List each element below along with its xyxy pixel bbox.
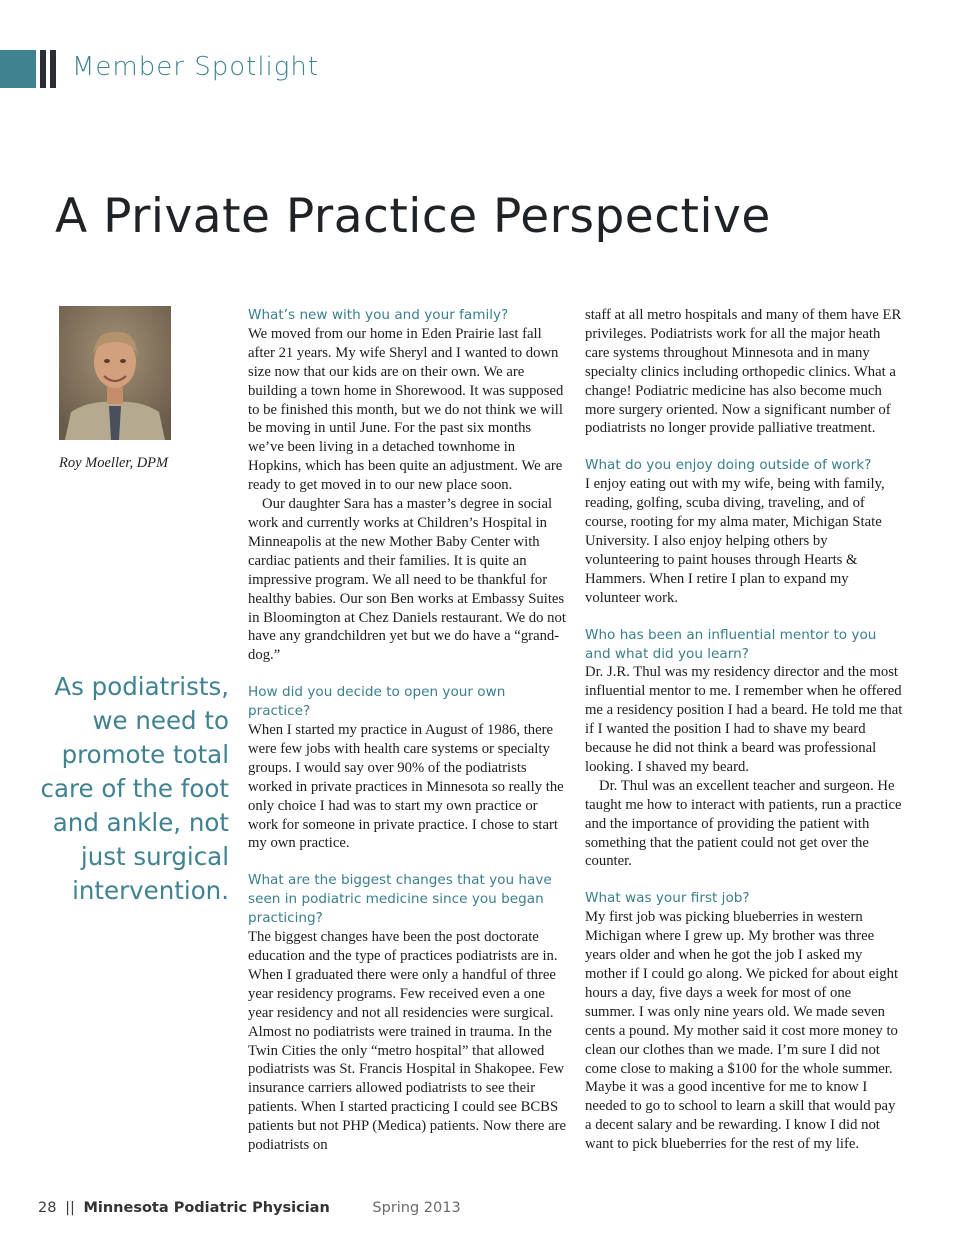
article-title: A Private Practice Perspective xyxy=(55,189,771,245)
question-heading: How did you decide to open your own practice? xyxy=(248,684,506,720)
publication-name: Minnesota Podiatric Physician xyxy=(83,1200,330,1216)
issue-date: Spring 2013 xyxy=(372,1200,461,1216)
answer-paragraph: Dr. Thul was an excellent teacher and surgeon. He taught me how to interact with patients, run a practice and the importance of providing the patient with something that the patient could not get over the counter. xyxy=(585,777,902,870)
page-number: 28 xyxy=(38,1200,57,1216)
author-photo xyxy=(59,306,171,440)
answer-paragraph: My first job was picking blueberries in western Michigan where I grew up. My brother was three years older and when he got the job I asked my mother if I could go along. We picked for about eight hours a day, five days a week for most of one summer. I was only nine years old. We made seven cents a pound. My mother said it cost more money to clean our clothes than we made. I’m sure I did not come close to making a $100 for the whole summer. Maybe it was a good incentive for me to know I needed to go to school to learn a skill that would pay a decent salary and be rewarding. I know I did not want to pick blueberries for the rest of my life. xyxy=(585,909,899,1153)
photo-caption: Roy Moeller, DPM xyxy=(59,455,169,471)
question-heading: Who has been an influential mentor to you and what did you learn? xyxy=(585,626,877,662)
answer-paragraph: Dr. J.R. Thul was my residency director and the most influential mentor to me. I remember when he offered me a residency position I had a beard. He told me that if I wanted the position I had to shave my beard because he did not think a beard was professional looking. I shaved my beard. xyxy=(585,664,903,775)
question-heading: What do you enjoy doing outside of work? xyxy=(585,457,872,474)
answer-paragraph: I enjoy eating out with my wife, being with family, reading, golfing, scuba diving, traveling, and of course, rooting for my alma mater, Michigan State University. I also enjoy helping others by volunteering to paint houses through Hearts & Hammers. When I retire I plan to expand my volunteer work. xyxy=(585,476,885,606)
answer-paragraph: The biggest changes have been the post doctorate education and the type of practices podiatrists are in. When I graduated there were only a handful of three year residency programs. Few received even a one year residency and not all residencies were surgical. Almost no podiatrists were trained in trauma. In the Twin Cities the only “metro hospital” that allowed podiatrists was St. Francis Hospital in Shakopee. Few insurance carriers allowed podiatrists to see their patients. When I started practicing I could see BCBS patients but not PHP (Medica) patients. Now there are podiatrists on xyxy=(248,929,567,1154)
pull-quote: As podiatrists, we need to promote total care of the foot and ankle, not just surgical intervention. xyxy=(40,672,229,905)
answer-paragraph: Our daughter Sara has a master’s degree in social work and currently works at Children’s Hospital in Minneapolis at the new Mother Baby Center with cardiac patients and their families. It is quite an impressive program. We all need to be thankful for healthy babies. Our son Ben works at Embassy Suites in Bloomington at Chez Daniels restaurant. We do not have any grandchildren yet but we do have a “grand-dog.” xyxy=(248,496,566,664)
page-footer xyxy=(38,1200,461,1216)
text-column-right xyxy=(585,306,903,1154)
answer-paragraph: When I started my practice in August of 1986, there were few jobs with health care systems or specialty groups. I would say over 90% of the podiatrists worked in private practices in Minnesota so really the only choice I had was to start my own practice or work for someone in private practice. I chose to start my own practice. xyxy=(248,722,564,852)
header-accent-bar xyxy=(50,50,56,88)
question-heading: What was your first job? xyxy=(585,890,750,907)
footer-separator: || xyxy=(65,1200,75,1216)
header-accent-bar xyxy=(40,50,46,88)
header-accent-block xyxy=(0,50,36,88)
question-heading: What are the biggest changes that you have seen in podiatric medicine since you began practicing? xyxy=(248,872,552,927)
text-column-left xyxy=(248,306,568,1155)
section-label: Member Spotlight xyxy=(72,52,320,82)
answer-paragraph: staff at all metro hospitals and many of them have ER privileges. Podiatrists work for all the major heath care systems throughout Minnesota and in many specialty clinics including orthopedic clinics. What a change! Podiatric medicine has also become much more surgery oriented. Now a significant number of podiatrists no longer provide palliative treatment. xyxy=(585,307,902,437)
answer-paragraph: We moved from our home in Eden Prairie last fall after 21 years. My wife Sheryl and I wanted to down size now that our kids are on their own. We are building a town home in Shorewood. It was supposed to be finished this month, but we do not think we will be moving in until June. For the past six months we’ve been living in a detached townhome in Hopkins, which has been quite an adjustment. We are ready to get moved in to our new place soon. xyxy=(248,325,564,494)
question-heading: What’s new with you and your family? xyxy=(248,307,509,323)
